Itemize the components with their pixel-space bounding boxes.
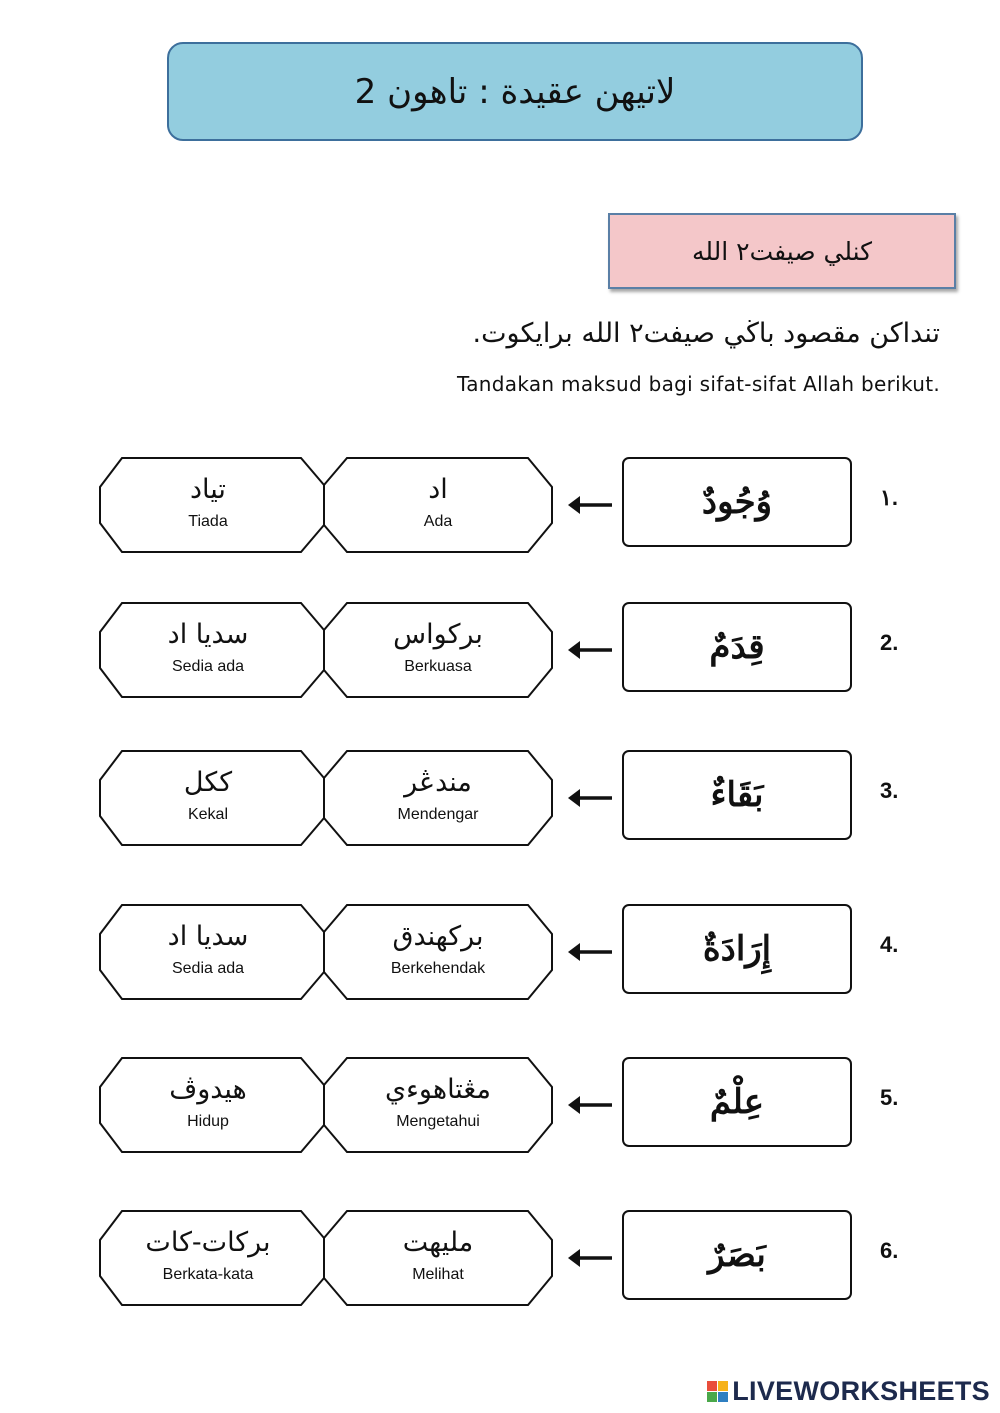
answer-option-left[interactable]: [98, 1226, 318, 1284]
instruction-jawi: تنداكن مقصود باڬي صيفت٢ الله برايكوت.: [472, 318, 940, 349]
option-rumi: Ada: [423, 513, 453, 530]
question-row: [0, 748, 1000, 848]
answer-option-right[interactable]: [328, 920, 548, 978]
question-row: [0, 1208, 1000, 1308]
answer-option-left[interactable]: [98, 920, 318, 978]
answer-option-right[interactable]: [328, 473, 548, 531]
question-number: 3.: [880, 778, 899, 803]
attribute-term-box: [622, 1057, 852, 1147]
answer-option-right[interactable]: [328, 766, 548, 824]
brand-name: LIVEWORKSHEETS: [732, 1376, 990, 1406]
option-jawi: اد: [428, 474, 448, 505]
attribute-term: بَصَرٌ: [708, 1235, 766, 1275]
liveworksheets-logo-icon: [707, 1381, 729, 1403]
arrow-left-icon: [566, 638, 616, 662]
option-jawi: سديا اد: [167, 921, 249, 952]
answer-option-right[interactable]: [328, 1226, 548, 1284]
question-number: 5.: [880, 1085, 899, 1110]
attribute-term: وُجُودٌ: [701, 482, 773, 522]
option-jawi: بركات-كات: [145, 1227, 271, 1258]
option-rumi: Kekal: [187, 806, 229, 823]
attribute-term: إِرَادَةٌ: [702, 929, 772, 969]
section-label: كنلي صيفت٢ الله: [691, 236, 873, 266]
arrow-left-icon: [566, 493, 616, 517]
attribute-term-box: [622, 1210, 852, 1300]
question-row: [0, 902, 1000, 1002]
option-jawi: برکهندق: [392, 921, 484, 952]
option-rumi: Berkuasa: [404, 658, 472, 675]
option-jawi: سديا اد: [167, 619, 249, 650]
attribute-term: بَقَاءٌ: [710, 775, 764, 815]
option-jawi: مليهت: [402, 1227, 474, 1258]
option-rumi: Berkehendak: [390, 960, 486, 977]
question-number: 6.: [880, 1238, 899, 1263]
answer-option-left[interactable]: [98, 1073, 318, 1131]
arrow-left-icon: [566, 1246, 616, 1270]
option-jawi: ککل: [183, 767, 233, 798]
question-number: 2.: [880, 630, 899, 655]
option-jawi: مڠتاهوءي: [385, 1074, 491, 1105]
section-label-box: [608, 213, 956, 289]
option-jawi: مندڠر: [404, 767, 472, 798]
question-number: 4.: [880, 932, 899, 957]
attribute-term-box: [622, 904, 852, 994]
title-banner: [167, 42, 863, 141]
answer-option-left[interactable]: [98, 473, 318, 531]
attribute-term-box: [622, 602, 852, 692]
answer-option-right[interactable]: [328, 1073, 548, 1131]
page-title: لاتيهن عقيدة : تاهون 2: [354, 71, 676, 112]
answer-option-left[interactable]: [98, 766, 318, 824]
arrow-left-icon: [566, 1093, 616, 1117]
option-rumi: Tiada: [188, 513, 228, 530]
footer-brand: [707, 1376, 990, 1407]
arrow-left-icon: [566, 786, 616, 810]
option-jawi: بركواس: [393, 619, 483, 650]
arrow-left-icon: [566, 940, 616, 964]
answer-option-left[interactable]: [98, 618, 318, 676]
option-rumi: Berkata-kata: [162, 1266, 254, 1283]
option-jawi: تياد: [190, 474, 226, 505]
option-rumi: Mengetahui: [396, 1113, 480, 1130]
instruction-rumi: Tandakan maksud bagi sifat-sifat Allah berikut.: [457, 372, 940, 396]
answer-option-right[interactable]: [328, 618, 548, 676]
option-rumi: Sedia ada: [171, 960, 245, 977]
option-rumi: Mendengar: [397, 806, 479, 823]
attribute-term: قِدَمٌ: [709, 627, 765, 667]
option-rumi: Sedia ada: [171, 658, 245, 675]
attribute-term-box: [622, 750, 852, 840]
attribute-term-box: [622, 457, 852, 547]
option-rumi: Melihat: [412, 1266, 464, 1283]
question-row: [0, 1055, 1000, 1155]
attribute-term: عِلْمٌ: [709, 1082, 765, 1122]
question-number: ١.: [880, 485, 898, 510]
option-rumi: Hidup: [187, 1113, 229, 1130]
question-row: [0, 455, 1000, 555]
option-jawi: هيدوڤ: [169, 1074, 247, 1105]
question-row: [0, 600, 1000, 700]
